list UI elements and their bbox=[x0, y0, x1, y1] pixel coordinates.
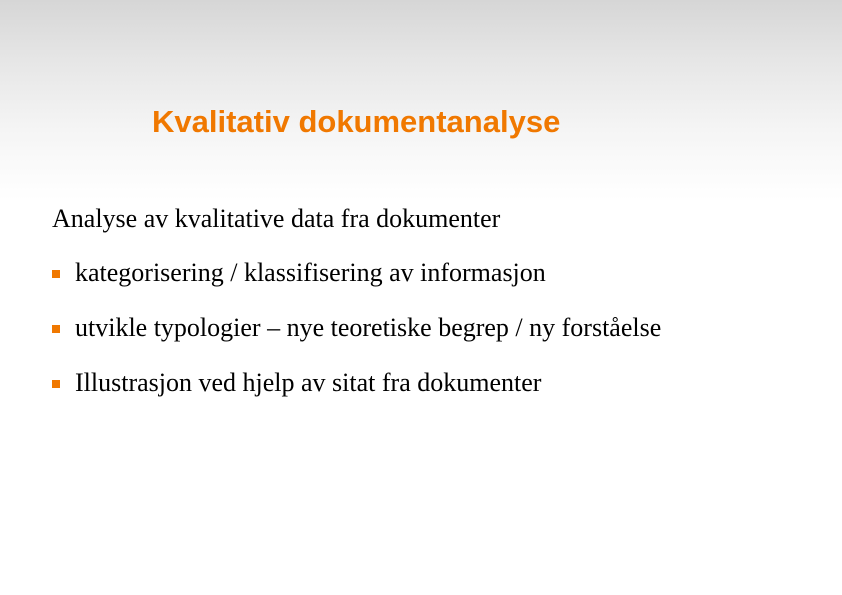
square-bullet-icon bbox=[52, 380, 60, 388]
bullet-text: kategorisering / klassifisering av informasjon bbox=[75, 258, 546, 287]
slide-lead-text: Analyse av kvalitative data fra dokumenter bbox=[52, 204, 501, 233]
slide-title: Kvalitativ dokumentanalyse bbox=[152, 104, 561, 139]
square-bullet-icon bbox=[52, 270, 60, 278]
square-bullet-icon bbox=[52, 325, 60, 333]
bullet-text: Illustrasjon ved hjelp av sitat fra dokumenter bbox=[75, 368, 542, 397]
bullet-text: utvikle typologier – nye teoretiske begrep / ny forståelse bbox=[75, 313, 662, 342]
